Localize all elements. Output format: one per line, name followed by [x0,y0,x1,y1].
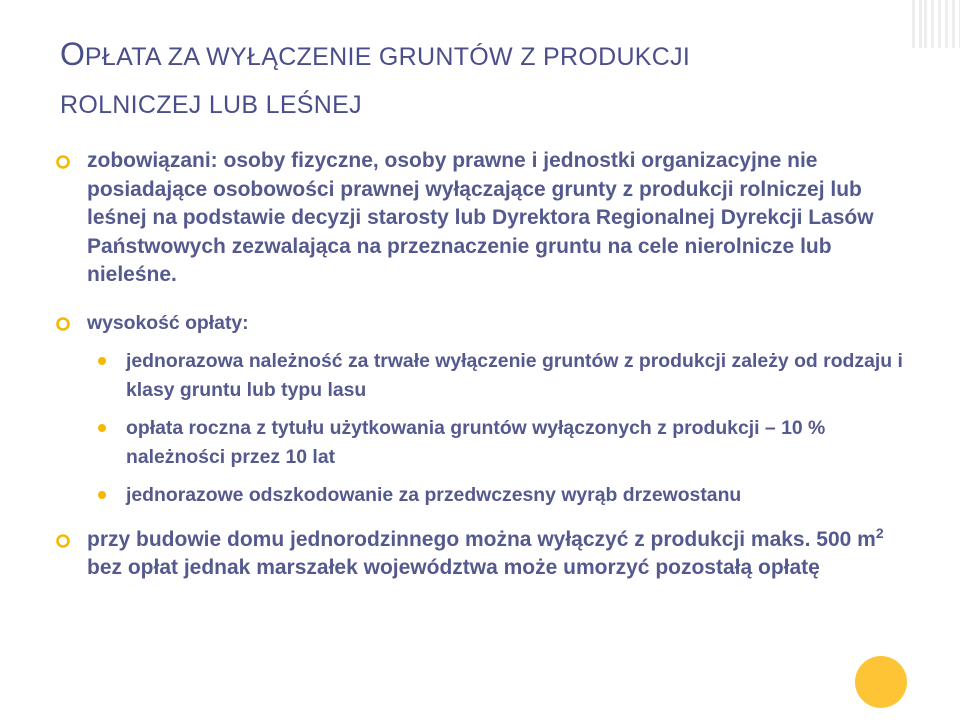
stripe [945,0,948,48]
ring-bullet-icon [56,317,70,331]
bullet-fee-amount-text: wysokość opłaty: [87,311,249,334]
dot-bullet-icon [98,357,106,365]
stripe [938,0,941,48]
bullet-house-text-part-2: bez opłat jednak marszałek województwa może umorzyć pozostałą opłatę [87,556,820,579]
bullet-fee-amount [56,309,916,338]
decorative-circle [855,656,907,708]
title-initial-cap: O [60,36,85,72]
bullet-house-text-part-1: przy budowie domu jednorodzinnego można wyłączyć z produkcji maks. 500 m [87,527,876,551]
ring-bullet-icon [56,534,70,548]
slide-title-line-1 [60,30,920,81]
stripe [931,0,934,48]
bullet-single-family-house [56,526,916,583]
ring-bullet-icon [56,155,70,169]
slide-title-line-2: ROLNICZEJ LUB LEŚNEJ [60,91,362,119]
fee-sub-list [56,347,916,510]
dot-bullet-icon [98,424,106,432]
sub-bullet-annual-fee [98,414,916,471]
stripe [924,0,927,48]
bullet-obligated [56,147,916,290]
dot-bullet-icon [98,491,106,499]
stripe [952,0,955,48]
sub-bullet-text: jednorazowa należność za trwałe wyłączenie gruntów z produkcji zależy od rodzaju i klasy gruntu lub typu lasu [126,350,903,401]
bullet-obligated-text: zobowiązani: osoby fizyczne, osoby prawne i jednostki organizacyjne nie posiadające osobowości prawnej wyłączające grunty z produkcji rolniczej lub leśnej na podstawie decyzji starosty lub Dyrektora Regionalnej Dyrekcji Lasów Państwowych zezwalająca na przeznaczenie gruntu na cele nierolnicze lub nieleśne. [87,149,874,286]
sub-bullet-compensation [98,481,916,510]
decorative-stripes-right [924,0,960,48]
bullet-house-text [87,526,916,583]
slide-title [60,30,920,129]
sub-bullet-text: jednorazowe odszkodowanie za przedwczesny wyrąb drzewostanu [126,484,742,506]
sub-bullet-text: opłata roczna z tytułu użytkowania gruntów wyłączonych z produkcji – 10 % należności przez 10 lat [126,417,826,468]
slide-content [56,147,916,583]
title-line-1-rest: PŁATA ZA WYŁĄCZENIE GRUNTÓW Z PRODUKCJI [84,43,691,71]
superscript-2: 2 [875,524,884,541]
sub-bullet-one-time-fee [98,347,916,404]
